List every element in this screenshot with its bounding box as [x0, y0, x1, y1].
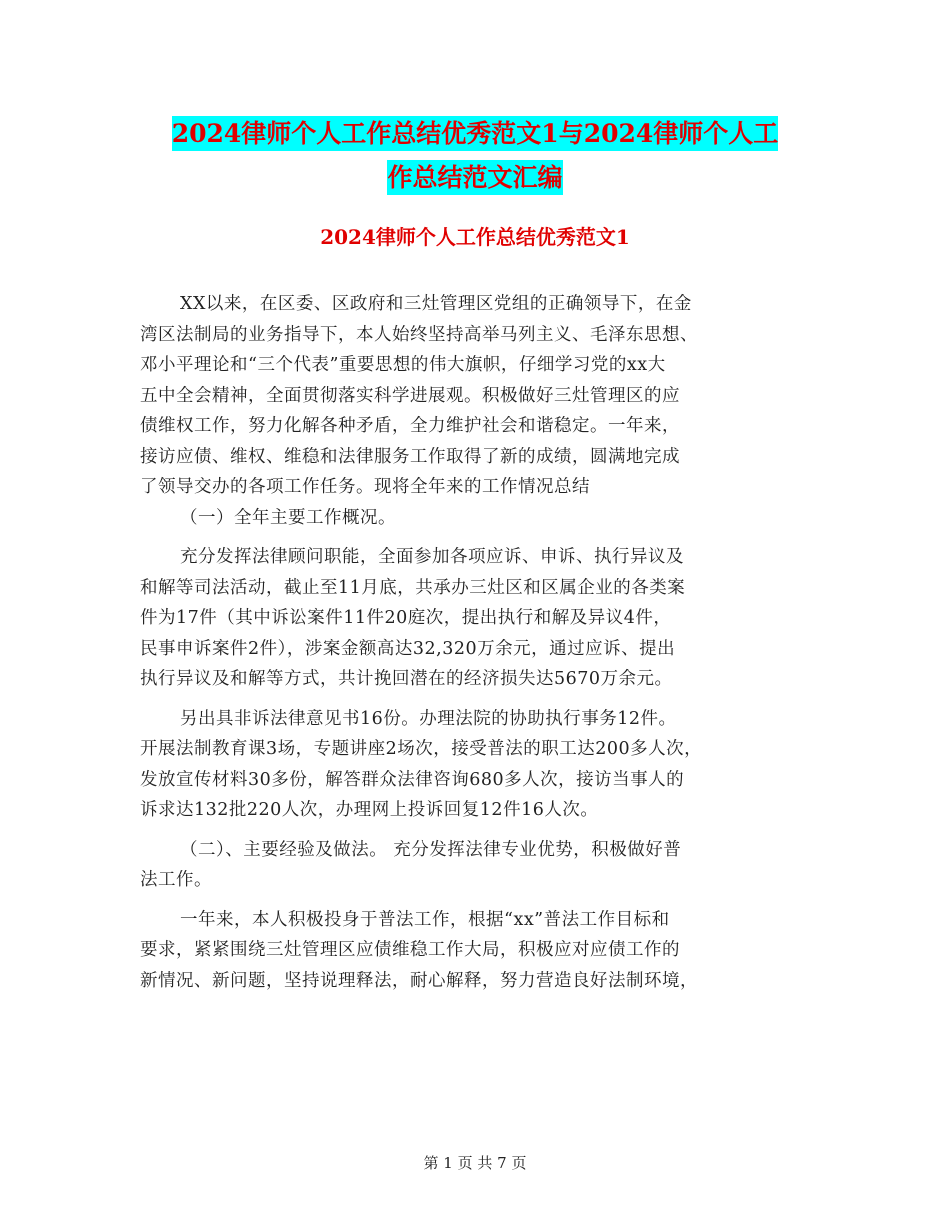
body-line: 了领导交办的各项工作任务。现将全年来的工作情况总结 — [140, 477, 590, 497]
body-line: 新情况、新问题，坚持说理释法，耐心解释，努力营造良好法制环境， — [140, 970, 698, 991]
document-title-line-1: 2024律师个人工作总结优秀范文1与2024律师个人工 — [172, 116, 779, 151]
body-line: 充分发挥法律顾问职能，全面参加各项应诉、申诉、执行异议及 — [180, 547, 684, 567]
body-line: 发放宣传材料30多份，解答群众法律咨询680多人次，接访当事人的 — [140, 769, 685, 790]
document-title-line-2: 作总结范文汇编 — [387, 160, 562, 195]
body-line: 执行异议及和解等方式，共计挽回潜在的经济损失达5670万余元。 — [140, 669, 673, 689]
body-line: 五中全会精神，全面贯彻落实科学进展观。积极做好三灶管理区的应 — [140, 385, 680, 406]
body-line: 邓小平理论和“三个代表”重要思想的伟大旗帜，仔细学习党的xx大 — [140, 355, 666, 375]
body-line: XX以来，在区委、区政府和三灶管理区党组的正确领导下，在金 — [180, 294, 692, 314]
body-line: 一年来，本人积极投身于普法工作，根据“xx”普法工作目标和 — [180, 909, 670, 930]
body-line: 湾区法制局的业务指导下，本人始终坚持高举马列主义、毛泽东思想、 — [140, 324, 698, 345]
body-line: 件为17件（其中诉讼案件11件20庭次，提出执行和解及异议4件， — [140, 608, 672, 628]
page-footer: 第 1 页 共 7 页 — [423, 1154, 527, 1172]
body-line: （一）全年主要工作概况。 — [180, 507, 396, 528]
body-line: 开展法制教育课3场，专题讲座2场次，接受普法的职工达200多人次， — [140, 739, 703, 759]
body-line: 另出具非诉法律意见书16份。办理法院的协助执行事务12件。 — [180, 708, 677, 729]
body-line: 诉求达132批220人次，办理网上投诉回复12件16人次。 — [140, 800, 599, 820]
document-title — [100, 112, 850, 200]
body-line: （二）、主要经验及做法。 充分发挥法律专业优势，积极做好普 — [180, 839, 682, 860]
body-line: 接访应债、维权、维稳和法律服务工作取得了新的成绩，圆满地完成 — [140, 446, 680, 467]
body-line: 和解等司法活动，截止至11月底，共承办三灶区和区属企业的各类案 — [140, 577, 686, 598]
body-line: 民事申诉案件2件），涉案金额高达32,320万余元，通过应诉、提出 — [140, 638, 676, 659]
body-line: 债维权工作，努力化解各种矛盾，全力维护社会和谐稳定。一年来， — [140, 416, 680, 436]
body-line: 法工作。 — [140, 870, 212, 890]
body-text — [140, 289, 830, 996]
body-line: 要求，紧紧围绕三灶管理区应债维稳工作大局，积极应对应债工作的 — [140, 940, 680, 960]
section-title: 2024律师个人工作总结优秀范文1 — [320, 225, 630, 249]
